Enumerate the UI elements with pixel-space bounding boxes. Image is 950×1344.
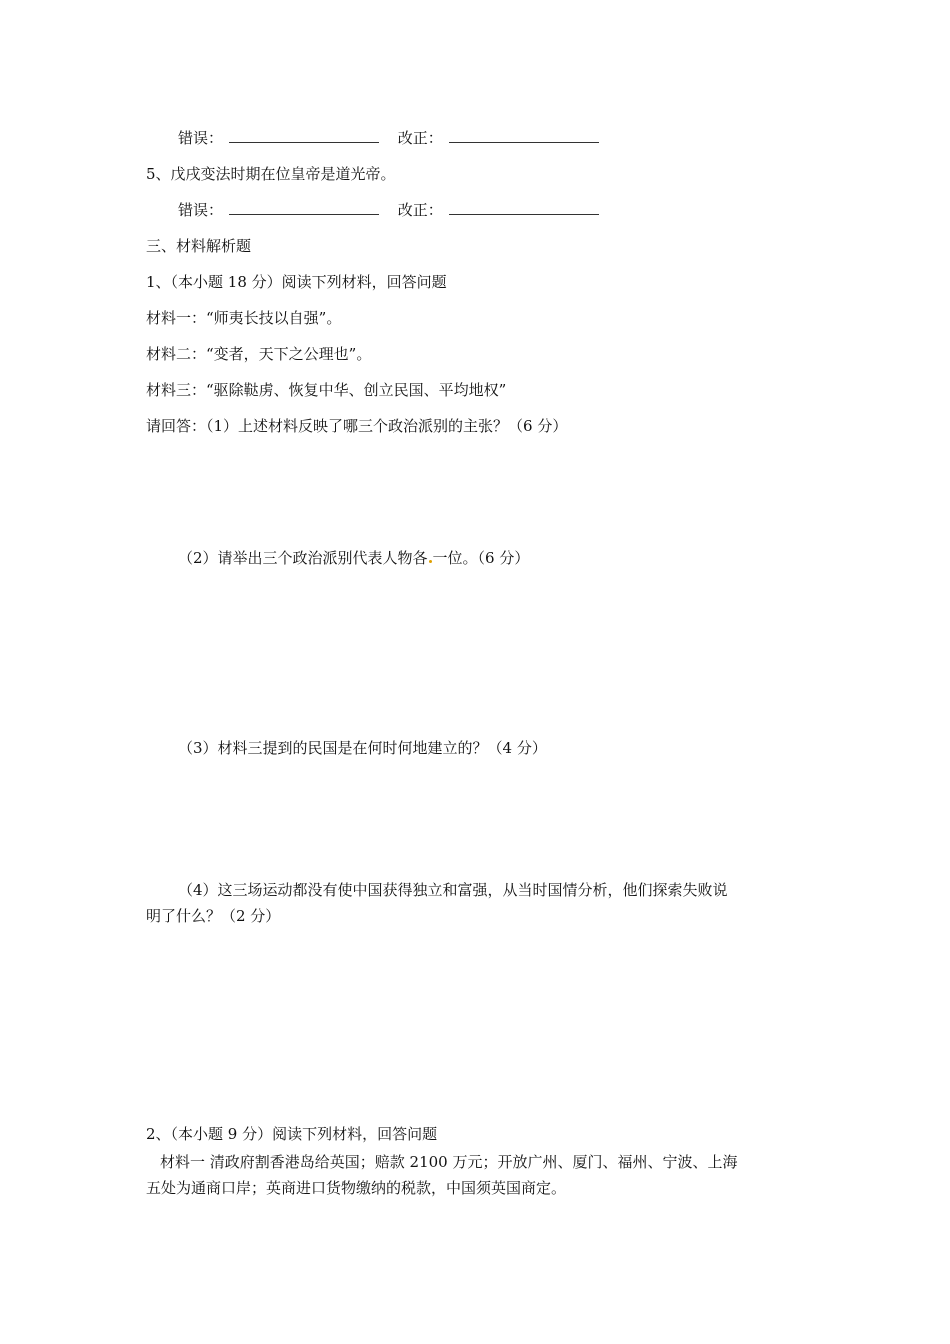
q2-material-1-line-2: 五处为通商口岸；英商进口货物缴纳的税款，中国须英国商定。 (146, 1179, 567, 1197)
section-title: 三、材料解析题 (146, 237, 252, 255)
q2-material-1-line-1: 材料一 清政府割香港岛给英国；赔款 2100 万元；开放广州、厦门、福州、宁波、上海 (160, 1153, 738, 1171)
fix-label: 改正： (397, 129, 443, 147)
sub-question-3: （3）材料三提到的民国是在何时何地建立的？（4 分） (178, 739, 547, 757)
sub-question-2 (178, 548, 529, 568)
error-answer-blank[interactable] (229, 128, 379, 143)
sub-question-4-line-2: 明了什么？（2 分） (146, 907, 281, 925)
material-1: 材料一：“师夷长技以自强”。 (146, 309, 342, 327)
question-5-text: 5、戊戌变法时期在位皇帝是道光帝。 (146, 165, 396, 183)
fix-answer-blank[interactable] (449, 128, 599, 143)
fix-label: 改正： (397, 201, 443, 219)
material-3: 材料三：“驱除鞑虏、恢复中华、创立民国、平均地权” (146, 381, 507, 399)
error-answer-blank[interactable] (229, 200, 379, 215)
error-label: 错误： (178, 129, 224, 147)
sub-question-4-line-1: （4）这三场运动都没有使中国获得独立和富强，从当时国情分析，他们探索失败说 (178, 881, 728, 899)
q4-correction-line (178, 128, 613, 148)
sub-question-1: 请回答：（1）上述材料反映了哪三个政治派别的主张？（6 分） (146, 417, 568, 435)
question-2-header: 2、（本小题 9 分）阅读下列材料，回答问题 (146, 1125, 438, 1143)
fix-answer-blank[interactable] (449, 200, 599, 215)
sub-question-2-part-a: （2）请举出三个政治派别代表人物各 (178, 549, 428, 567)
material-2: 材料二：“变者，天下之公理也”。 (146, 345, 372, 363)
q5-correction-line (178, 200, 613, 220)
error-label: 错误： (178, 201, 224, 219)
question-1-header: 1、（本小题 18 分）阅读下列材料，回答问题 (146, 273, 447, 291)
marker-dot (429, 560, 432, 563)
sub-question-2-part-b: 一位。（6 分） (432, 549, 530, 567)
